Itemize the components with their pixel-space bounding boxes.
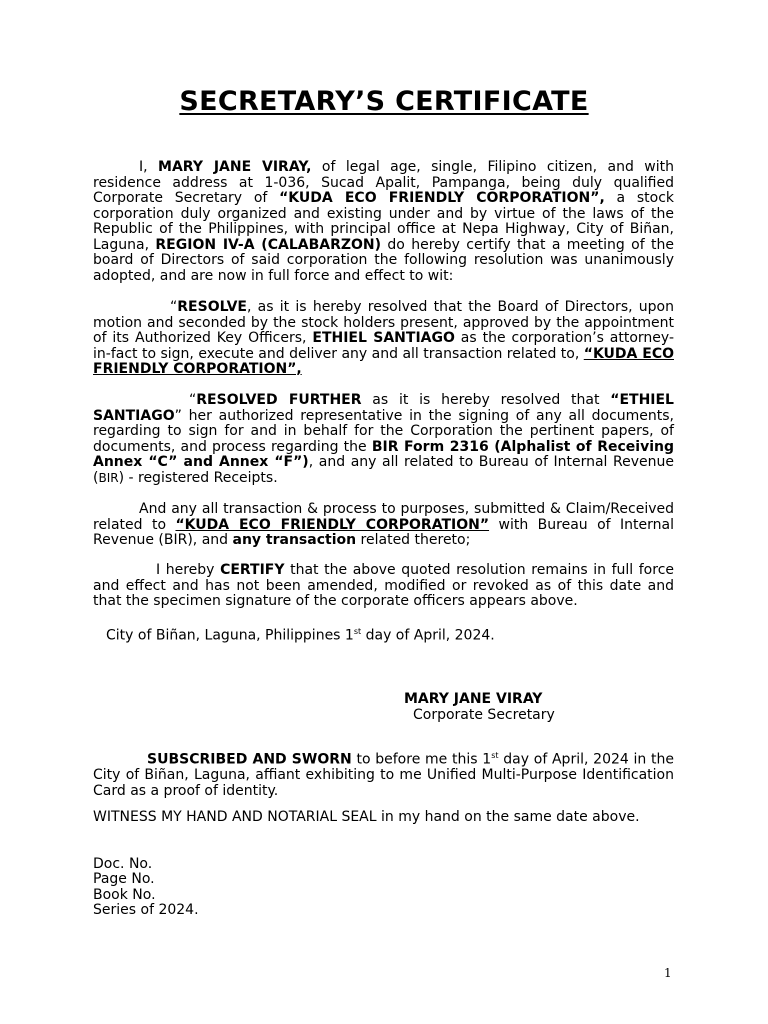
book-no-line: Book No. xyxy=(93,887,156,903)
intro-paragraph: I, MARY JANE VIRAY, of legal age, single, Filipino citizen, and with residence address at 1-036, Sucad Apalit, Pampanga, being duly qualified Corporate Secretary of “KUDA ECO FRIENDLY CORPORATION”, a stock corporation duly organized and existing under and by virtue of the laws of the Republic of the Philippines, with principal office at Nepa Highway, City of Biñan, Laguna, REGION IV-A (CALABARZON) do hereby certify that a meeting of the board of Directors of said corporation the following resolution was unanimously adopted, and are now in full force and effect to wit: xyxy=(93,159,675,284)
subscribed-sworn-label: SUBSCRIBED AND SWORN xyxy=(147,751,352,768)
resolved-further-paragraph: “RESOLVED FURTHER as it is hereby resolved that “ETHIEL SANTIAGO” her authorized representative in the signing of any all documents, regarding to sign for and in behalf for the Corporation the pertinent papers, of documents, and process regarding the BIR Form 2316 (Alphalist of Receiving Annex “C” and Annex “F”), and any all related to Bureau of Internal Revenue (BIR) - registered Receipts. xyxy=(93,392,675,486)
page-number: 1 xyxy=(664,966,672,980)
signatory-title: Corporate Secretary xyxy=(413,707,555,723)
transaction-paragraph: And any all transaction & process to purposes, submitted & Claim/Received related to “KUDA ECO FRIENDLY CORPORATION” with Bureau of Internal Revenue (BIR), and any transaction related thereto; xyxy=(93,501,674,548)
certificate-title: SECRETARY’S CERTIFICATE xyxy=(179,86,589,117)
city-date-line: City of Biñan, Laguna, Philippines 1st day of April, 2024. xyxy=(106,627,495,644)
region-name: REGION IV-A (CALABARZON) xyxy=(155,236,382,253)
corporation-name: “KUDA ECO FRIENDLY CORPORATION”, xyxy=(93,345,674,377)
series-line: Series of 2024. xyxy=(93,902,199,918)
corporation-name: “KUDA ECO FRIENDLY CORPORATION” xyxy=(175,516,490,533)
resolved-further-label: RESOLVED FURTHER xyxy=(196,392,362,408)
page-no-line: Page No. xyxy=(93,871,155,887)
resolve-paragraph: “RESOLVE, as it is hereby resolved that the Board of Directors, upon motion and seconded by the stock holders present, approved by the appointment of its Authorized Key Officers, ETHIEL SANTIAGO as the corporation’s attorney-in-fact to sign, execute and deliver any and all transaction related to, “KUDA ECO FRIENDLY CORPORATION”, xyxy=(93,299,674,377)
signatory-name: MARY JANE VIRAY xyxy=(404,691,543,707)
secretary-name: MARY JANE VIRAY, xyxy=(158,159,312,175)
officer-name: ETHIEL SANTIAGO xyxy=(312,330,455,346)
doc-no-line: Doc. No. xyxy=(93,856,153,872)
bir-form-reference: BIR Form 2316 (Alphalist of Receiving Annex “C” and Annex “F”) xyxy=(93,438,674,470)
certify-label: CERTIFY xyxy=(220,562,285,578)
certify-paragraph: I hereby CERTIFY that the above quoted resolution remains in full force and effect and has not been amended, modified or revoked as of this date and that the specimen signature of the corporate officers appears above. xyxy=(93,562,675,609)
witness-line: WITNESS MY HAND AND NOTARIAL SEAL in my hand on the same date above. xyxy=(93,809,640,825)
corporation-name: “KUDA ECO FRIENDLY CORPORATION”, xyxy=(279,190,605,206)
any-transaction-label: any transaction xyxy=(232,532,357,548)
jurat-paragraph: SUBSCRIBED AND SWORN to before me this 1st day of April, 2024 in the City of Biñan, Laguna, affiant exhibiting to me Unified Multi-Purpose Identification Card as a proof of identity. xyxy=(93,751,674,799)
resolve-label: RESOLVE xyxy=(177,299,247,315)
officer-name: “ETHIEL SANTIAGO xyxy=(93,392,674,424)
